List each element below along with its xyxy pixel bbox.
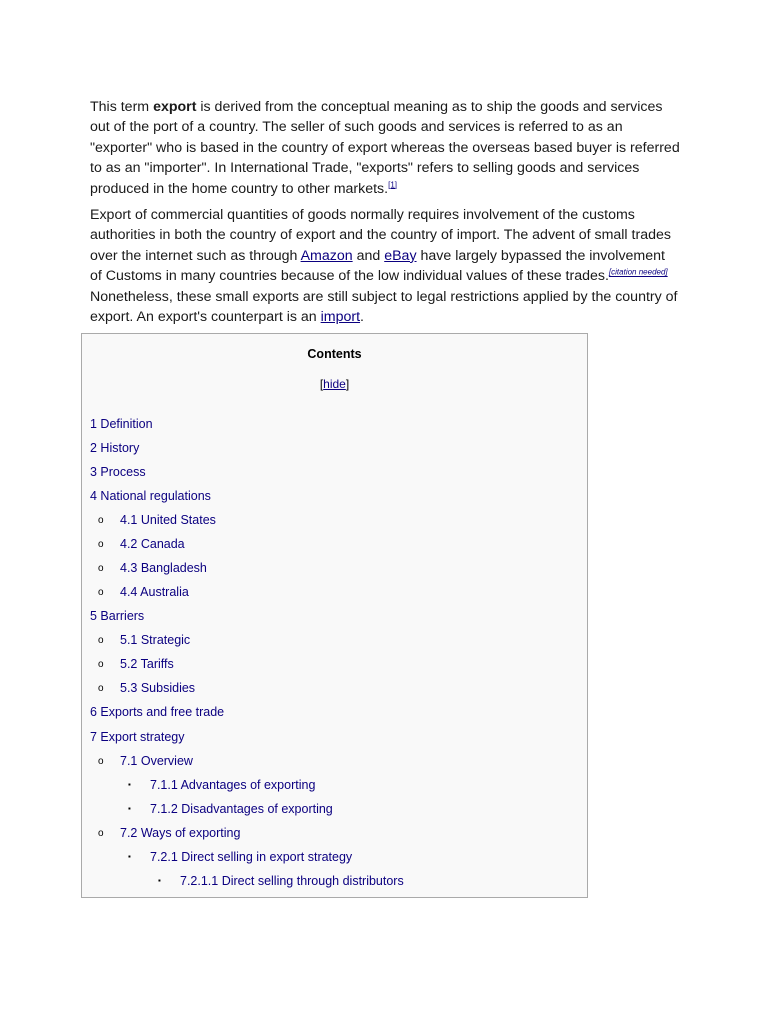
toc-item-export-strategy[interactable]: 7 Export strategy	[90, 730, 185, 744]
square-bullet-icon: ▪	[128, 804, 131, 813]
bracket-open: [	[319, 377, 324, 391]
toc-item-history[interactable]: 2 History	[90, 441, 140, 455]
amazon-link[interactable]: Amazon	[300, 247, 353, 264]
square-bullet-icon: ▪	[128, 780, 131, 789]
text-segment: and	[352, 247, 385, 264]
toc-item-ways-of-exporting[interactable]: 7.2 Ways of exporting	[120, 826, 241, 840]
toc-item-united-states[interactable]: 4.1 United States	[120, 513, 216, 527]
toc-hide-link[interactable]: hide	[323, 377, 346, 391]
toc-item-subsidies[interactable]: 5.3 Subsidies	[120, 681, 196, 695]
toc-item-direct-selling-distributors[interactable]: 7.2.1.1 Direct selling through distributors	[180, 874, 404, 888]
toc-item-overview[interactable]: 7.1 Overview	[120, 754, 193, 768]
text-segment: This term	[90, 99, 154, 115]
circle-bullet-icon: o	[98, 756, 104, 767]
toc-item-strategic[interactable]: 5.1 Strategic	[120, 633, 191, 647]
second-paragraph	[90, 205, 680, 327]
toc-item-tariffs[interactable]: 5.2 Tariffs	[120, 657, 174, 671]
square-bullet-icon: ▪	[158, 876, 161, 885]
text-segment: Export of commercial quantities of goods normally requires involvement of the customs authorities in both the country of export and the country of import. The advent of small trades over the internet such as through	[90, 207, 671, 264]
toc-item-advantages[interactable]: 7.1.1 Advantages of exporting	[150, 778, 316, 792]
toc-item-canada[interactable]: 4.2 Canada	[120, 537, 185, 551]
intro-paragraph	[90, 97, 680, 199]
circle-bullet-icon: o	[98, 587, 104, 598]
bold-term: export	[153, 99, 197, 115]
article-body	[90, 97, 680, 333]
reference-link[interactable]: [1]	[388, 179, 398, 189]
text-segment: have largely bypassed the involvement of Customs in many countries because of the low individual values of these trades.	[90, 247, 665, 285]
toc-item-australia[interactable]: 4.4 Australia	[120, 585, 189, 599]
text-segment: Nonetheless, these small exports are still subject to legal restrictions applied by the country of export. An export's counterpart is an	[90, 288, 678, 326]
circle-bullet-icon: o	[98, 539, 104, 550]
toc-item-process[interactable]: 3 Process	[90, 465, 146, 479]
citation-needed-link[interactable]: [citation needed]	[608, 267, 668, 277]
toc-hide-toggle	[82, 377, 587, 391]
toc-item-exports-free-trade[interactable]: 6 Exports and free trade	[90, 705, 225, 719]
toc-item-disadvantages[interactable]: 7.1.2 Disadvantages of exporting	[150, 802, 333, 816]
toc-item-definition[interactable]: 1 Definition	[90, 417, 153, 431]
bracket-close: ]	[345, 377, 350, 391]
ebay-link[interactable]: eBay	[384, 247, 417, 264]
import-link[interactable]: import	[320, 309, 361, 326]
toc-item-national-regulations[interactable]: 4 National regulations	[90, 489, 211, 503]
circle-bullet-icon: o	[98, 659, 104, 670]
text-segment: is derived from the conceptual meaning as to ship the goods and services out of the port of a country. The seller of such goods and services is referred to as an "exporter" who is based in the country of export whereas the overseas based buyer is referred to as an "importer". In International Trade, "exports" refers to selling goods and services produced in the home country to other markets.	[90, 99, 680, 197]
circle-bullet-icon: o	[98, 828, 104, 839]
table-of-contents	[81, 333, 588, 898]
toc-item-barriers[interactable]: 5 Barriers	[90, 609, 145, 623]
square-bullet-icon: ▪	[128, 852, 131, 861]
text-segment: .	[360, 309, 364, 326]
reference-1[interactable]	[388, 180, 397, 189]
circle-bullet-icon: o	[98, 515, 104, 526]
toc-item-direct-selling[interactable]: 7.2.1 Direct selling in export strategy	[150, 850, 353, 864]
circle-bullet-icon: o	[98, 683, 104, 694]
toc-item-bangladesh[interactable]: 4.3 Bangladesh	[120, 561, 207, 575]
toc-title: Contents	[307, 347, 362, 361]
circle-bullet-icon: o	[98, 563, 104, 574]
citation-needed[interactable]	[609, 268, 668, 277]
circle-bullet-icon: o	[98, 635, 104, 646]
